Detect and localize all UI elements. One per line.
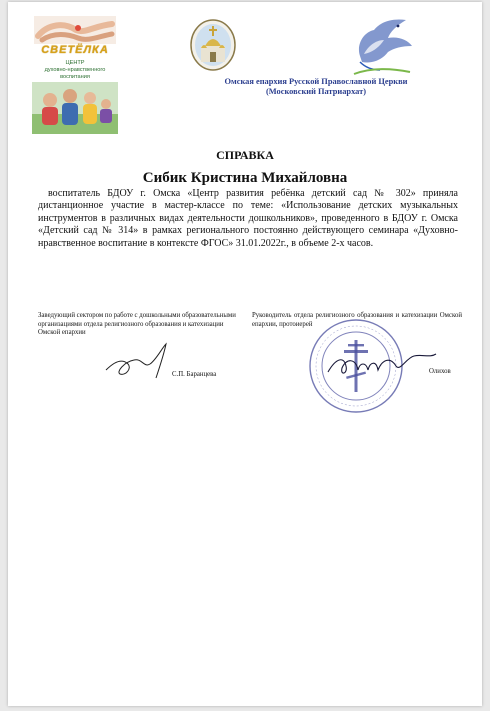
document-page (8, 2, 482, 706)
brand-subtitle: воспитания (60, 74, 90, 80)
cathedral-emblem-icon (189, 18, 237, 72)
brand-subtitle: духовно-нравственного (44, 67, 106, 73)
recipient-name: Сибик Кристина Михайловна (142, 170, 348, 186)
svetelka-logo (30, 16, 120, 134)
right-signatory-name: Олихов (429, 368, 451, 375)
eparchy-line: (Московский Патриархат) (265, 87, 367, 96)
handwritten-signature-icon (104, 340, 180, 382)
brand-subtitle: ЦЕНТР (65, 60, 85, 66)
eparchy-header (186, 77, 446, 97)
family-photo-icon (32, 82, 118, 134)
left-signatory-position: Заведующий сектором по работе с дошкольными образовательными организациями отдела религиозного образования и катехизации Омской епархии (38, 312, 236, 337)
brand-title: СВЕТЁЛКА (41, 44, 109, 56)
right-signatory-position: Руководитель отдела религиозного образования и катехизации Омской епархии, протоиерей (252, 312, 462, 328)
document-title: СПРАВКА (216, 148, 274, 162)
handwritten-signature-icon (326, 348, 438, 384)
left-signatory-name: С.П. Баранцева (172, 371, 217, 378)
body-paragraph: воспитатель БДОУ г. Омска «Центр развития ребёнка детский сад № 302» приняла дистанционное участие в мастер-классе по теме: «Использование детских музыкальных инструментов в различных видах деятельности дошкольников», проведенного в БДОУ г. Омска «Детский сад № 314» в рамках регионального постоянно действующего семинара «Духовно-нравственное воспитание в контексте ФГОС» 31.01.2022г., в объеме 2-х часов. (38, 188, 458, 249)
document-body (38, 188, 458, 250)
hands-photo-icon (34, 16, 116, 44)
eparchy-line: Омская епархия Русской Православной Церкви (224, 77, 408, 86)
dove-icon (350, 16, 416, 76)
